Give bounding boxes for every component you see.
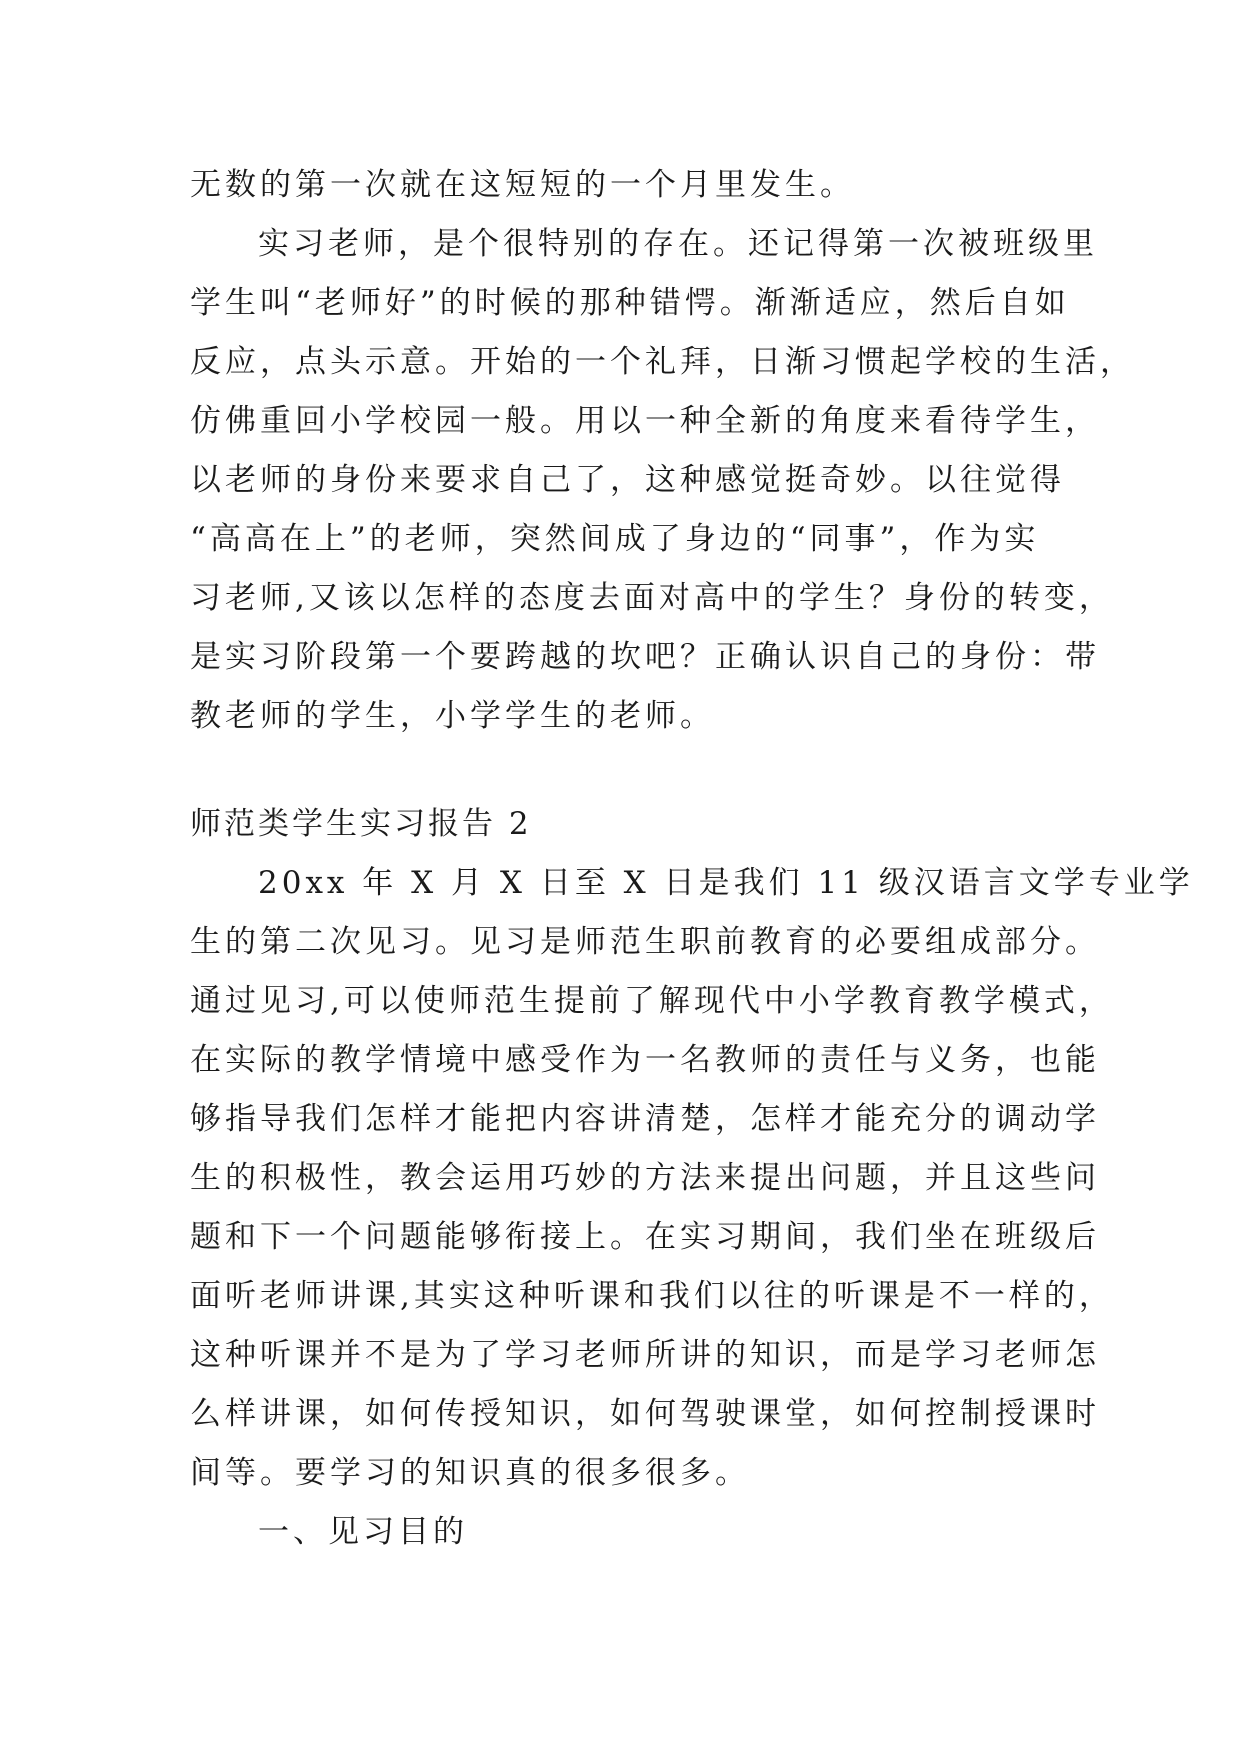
- text-line: 是实习阶段第一个要跨越的坎吧？正确认识自己的身份：带: [190, 639, 1100, 675]
- text-line: 么样讲课，如何传授知识，如何驾驶课堂，如何控制授课时: [190, 1396, 1100, 1432]
- section-2-heading: 师范类学生实习报告 2: [190, 806, 532, 842]
- text-line: 以老师的身份来要求自己了，这种感觉挺奇妙。以往觉得: [190, 462, 1065, 498]
- text-line: 生的积极性，教会运用巧妙的方法来提出问题，并且这些问: [190, 1160, 1100, 1196]
- text-line: 20xx 年 X 月 X 日至 X 日是我们 11 级汉语言文学专业学: [258, 865, 1194, 901]
- text-line: “高高在上”的老师，突然间成了身边的“同事”，作为实: [190, 521, 1040, 557]
- text-line: 通过见习,可以使师范生提前了解现代中小学教育教学模式，: [190, 983, 1114, 1019]
- text-line: 教老师的学生，小学学生的老师。: [190, 698, 715, 734]
- section-2-text: [190, 854, 1194, 1562]
- section-1-text: [190, 156, 1135, 746]
- text-line: 实习老师，是个很特别的存在。还记得第一次被班级里: [258, 226, 1098, 262]
- text-line: 习老师,又该以怎样的态度去面对高中的学生？身份的转变，: [190, 580, 1114, 616]
- text-line: 够指导我们怎样才能把内容讲清楚，怎样才能充分的调动学: [190, 1101, 1100, 1137]
- text-line: 无数的第一次就在这短短的一个月里发生。: [190, 167, 855, 203]
- text-line: 生的第二次见习。见习是师范生职前教育的必要组成部分。: [190, 924, 1100, 960]
- text-line: 题和下一个问题能够衔接上。在实习期间，我们坐在班级后: [190, 1219, 1100, 1255]
- text-line: 仿佛重回小学校园一般。用以一种全新的角度来看待学生，: [190, 403, 1100, 439]
- text-line: 这种听课并不是为了学习老师所讲的知识，而是学习老师怎: [190, 1337, 1100, 1373]
- text-line: 学生叫“老师好”的时候的那种错愕。渐渐适应，然后自如: [190, 285, 1070, 321]
- section-subheading: 一、见习目的: [258, 1514, 468, 1550]
- text-line: 反应，点头示意。开始的一个礼拜，日渐习惯起学校的生活，: [190, 344, 1135, 380]
- text-line: 面听老师讲课,其实这种听课和我们以往的听课是不一样的，: [190, 1278, 1114, 1314]
- text-line: 在实际的教学情境中感受作为一名教师的责任与义务，也能: [190, 1042, 1100, 1078]
- text-line: 间等。要学习的知识真的很多很多。: [190, 1455, 750, 1491]
